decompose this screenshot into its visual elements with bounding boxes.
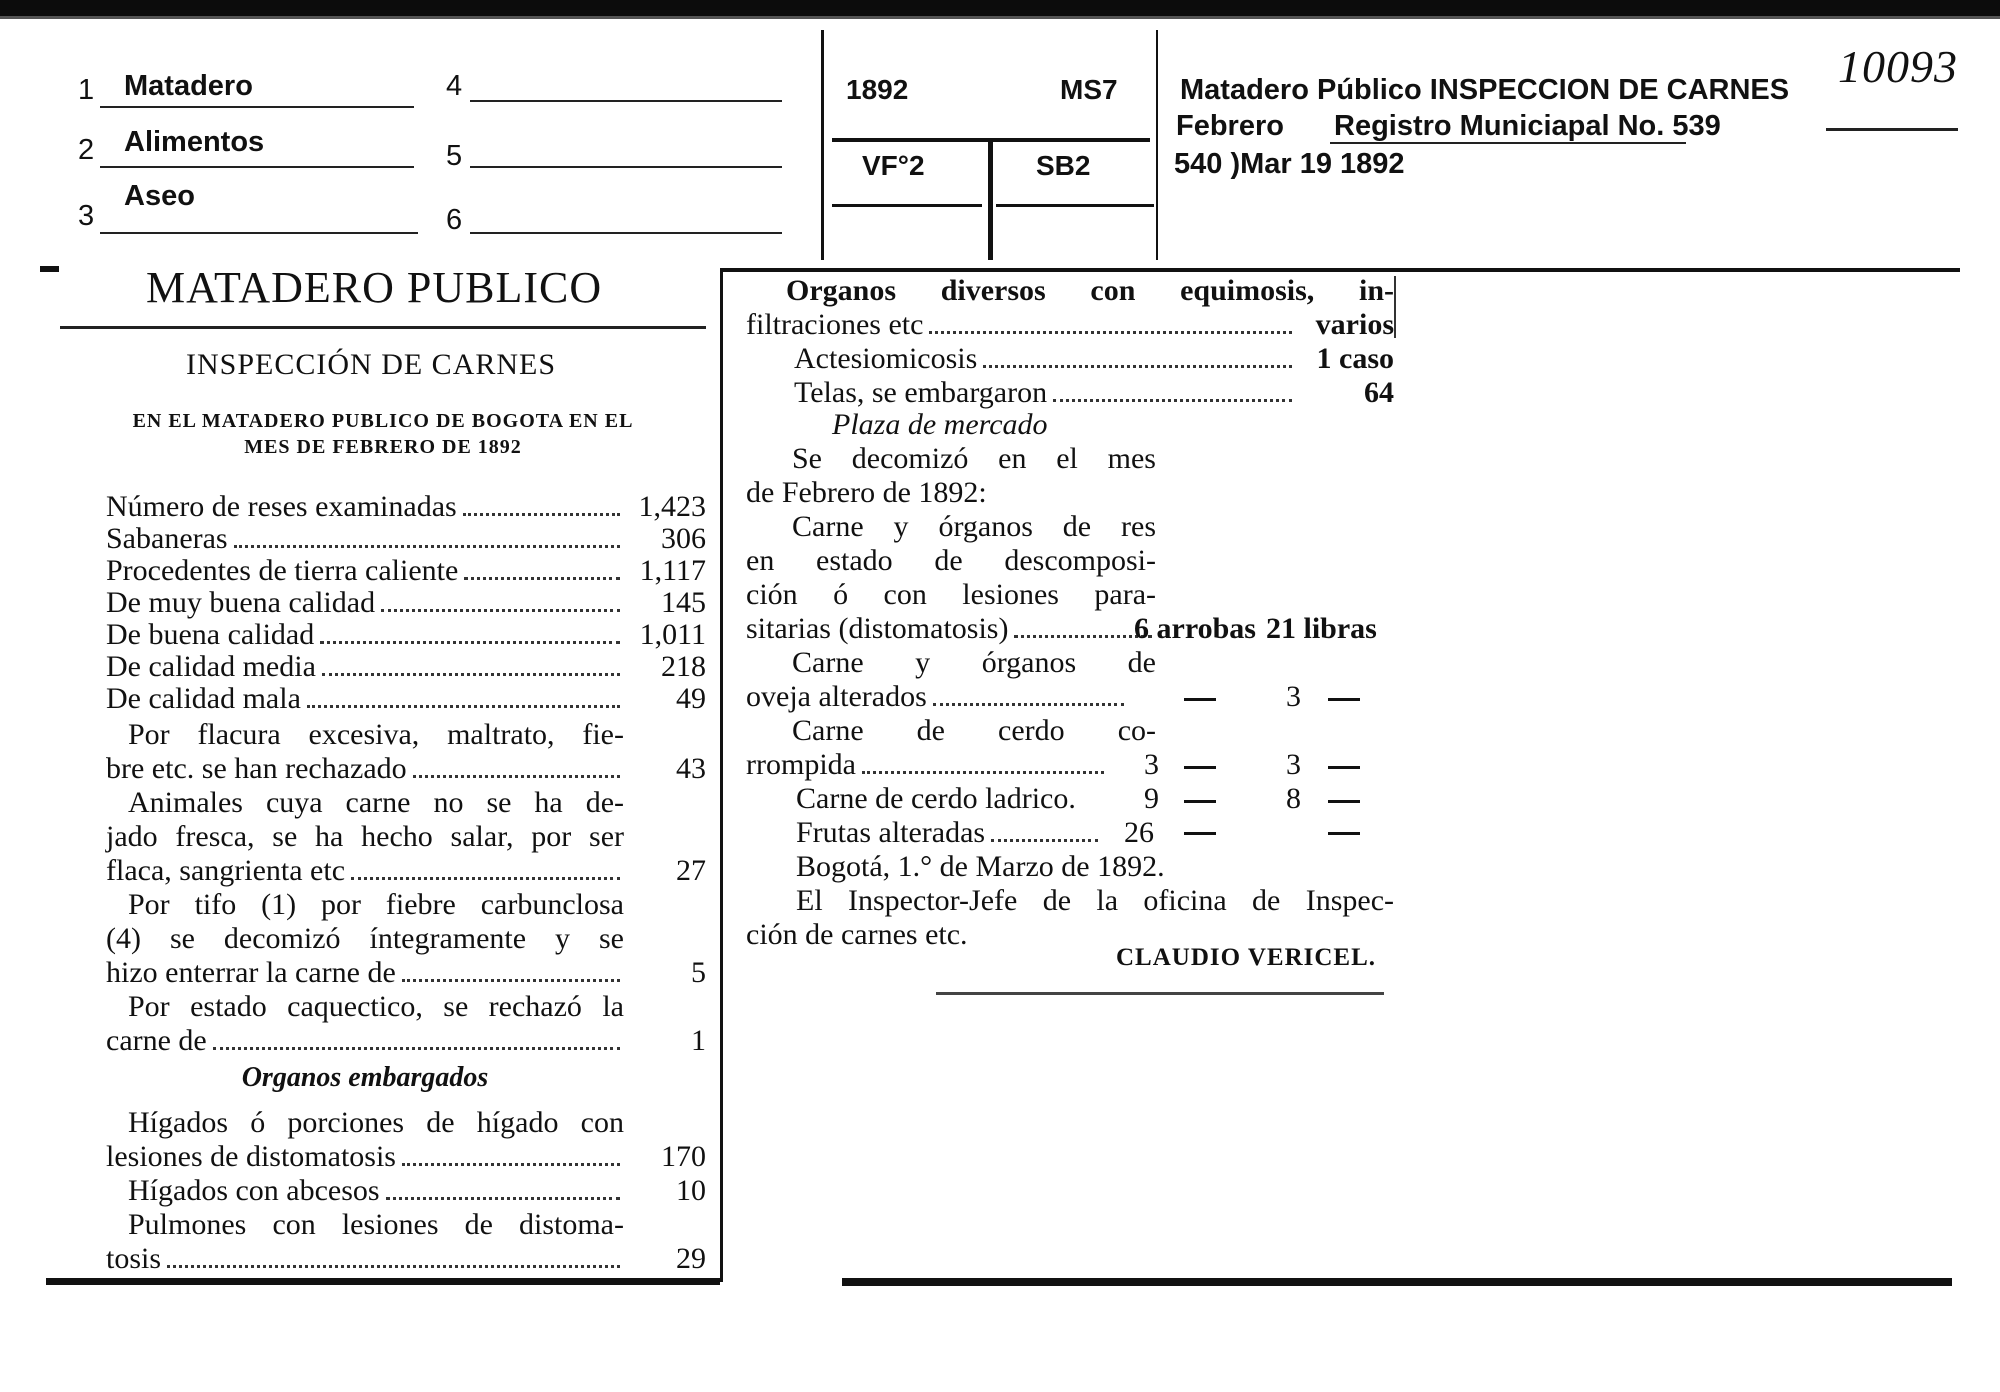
row-label: bre etc. se han rechazado (106, 752, 407, 785)
closing-line1: El Inspector-Jefe de la oficina de Inspec- (796, 884, 1394, 917)
p4-line1: Por estado caquectico, se rechazó la (128, 990, 624, 1023)
row-value: 43 (676, 752, 706, 785)
codes-center-border (988, 142, 993, 260)
row-value: 10 (676, 1174, 706, 1207)
row-label: De calidad media (106, 650, 316, 683)
row-label: Sabaneras (106, 522, 228, 555)
r5-line3: ción ó con lesiones para- (746, 578, 1156, 611)
card-separator (720, 268, 1960, 272)
row-label: carne de (106, 1024, 207, 1057)
p7-line1: Pulmones con lesiones de distoma- (128, 1208, 624, 1241)
r6-libras-dash (1328, 698, 1360, 701)
p3-line1: Por tifo (1) por fiebre carbunclosa (128, 888, 624, 921)
r7-row (746, 748, 1110, 781)
r6-row (746, 680, 1130, 713)
p7-row (106, 1242, 706, 1275)
category-1-label: Matadero (124, 70, 253, 102)
r1-line1: Organos diversos con equimosis, in- (786, 274, 1394, 307)
r1-row (746, 308, 1394, 341)
row-label: filtraciones etc (746, 308, 924, 341)
category-4-number: 4 (446, 70, 463, 102)
category-3-label: Aseo (124, 180, 195, 212)
row-label: sitarias (distomatosis) (746, 612, 1009, 645)
year-code: 1892 (846, 74, 909, 105)
r5-libras: 21 libras (1266, 612, 1377, 645)
row-value: 170 (661, 1140, 706, 1173)
r9-arrobas: 26 (1124, 816, 1154, 849)
plaza-heading: Plaza de mercado (832, 408, 1048, 441)
p3-line2: (4) se decomizó íntegramente y se (106, 922, 624, 955)
ms-code: MS7 (1060, 74, 1118, 105)
r6-arrobas-dash (1184, 698, 1216, 701)
row-value: 306 (661, 522, 706, 555)
row-sabaneras (106, 522, 706, 555)
article-subtitle: INSPECCIÓN DE CARNES (186, 348, 557, 381)
registro-underline (1330, 142, 1686, 144)
row-label: lesiones de distomatosis (106, 1140, 396, 1173)
r7-arrobas: 3 (1144, 748, 1159, 781)
card-title: Matadero Público INSPECCION DE CARNES (1180, 74, 1790, 106)
row-label: Frutas alteradas (796, 816, 986, 849)
category-3-number: 3 (78, 200, 95, 232)
row-label: Telas, se embargaron (794, 376, 1048, 409)
p4-row (106, 1024, 706, 1057)
row-value: 1,423 (638, 490, 706, 523)
p3-row (106, 956, 706, 989)
sb-code: SB2 (1036, 150, 1091, 181)
row-label: Procedentes de tierra caliente (106, 554, 459, 587)
row-value: 27 (676, 854, 706, 887)
bottom-border-right (842, 1278, 1952, 1286)
r9-libras-dash (1328, 832, 1360, 835)
category-4-line (470, 98, 782, 102)
row-value: 1,117 (639, 554, 706, 587)
card-month: Febrero (1176, 110, 1284, 142)
row-label: De buena calidad (106, 618, 315, 651)
row-buena (106, 618, 706, 651)
p2-line1: Animales cuya carne no se ha de- (128, 786, 624, 819)
category-6-number: 6 (446, 204, 463, 236)
intro-line-2: MES DE FEBRERO DE 1892 (244, 436, 522, 458)
category-1-line (100, 104, 414, 108)
column-divider (720, 272, 723, 1282)
p1-row (106, 752, 706, 785)
row-value: 1 caso (1316, 342, 1394, 375)
r8-arrobas: 9 (1144, 782, 1159, 815)
left-column (106, 490, 706, 1290)
codes-lower-line-right (996, 204, 1154, 207)
category-5-line (470, 164, 782, 168)
row-label: Actesiomicosis (794, 342, 978, 375)
row-media (106, 650, 706, 683)
right-column (746, 274, 1394, 994)
row-label: hizo enterrar la carne de (106, 956, 396, 989)
row-reses (106, 490, 706, 523)
r6-libras: 3 (1286, 680, 1301, 713)
r8-libras-dash (1328, 800, 1360, 803)
row-mala (106, 682, 706, 715)
r6-line1: Carne y órganos de (792, 646, 1156, 679)
catalog-number: 10093 (1838, 41, 1958, 92)
row-value: 145 (661, 586, 706, 619)
row-value: 218 (661, 650, 706, 683)
row-label: rrompida (746, 748, 856, 781)
r2-row (794, 342, 1394, 375)
r9-arrobas-dash (1184, 832, 1216, 835)
row-label: tosis (106, 1242, 162, 1275)
row-value: 1,011 (639, 618, 706, 651)
category-6-line (470, 230, 782, 234)
right-column-edge (1394, 276, 1396, 338)
signature: CLAUDIO VERICEL. (1116, 944, 1377, 971)
r4-line1: Se decomizó en el mes (792, 442, 1156, 475)
r5-arrobas: 6 arrobas (1134, 612, 1256, 645)
closing-date: Bogotá, 1.° de Marzo de 1892. (796, 850, 1165, 883)
r7-arrobas-dash (1184, 766, 1216, 769)
row-label: flaca, sangrienta etc (106, 854, 346, 887)
row-label: De muy buena calidad (106, 586, 376, 619)
p5-row (106, 1140, 706, 1173)
signature-rule (936, 992, 1384, 995)
r7-libras: 3 (1286, 748, 1301, 781)
r8-label: Carne de cerdo ladrico. (796, 782, 1076, 815)
organos-heading: Organos embargados (241, 1062, 489, 1093)
title-side-rule (1826, 128, 1958, 131)
category-3-line (100, 230, 418, 234)
codes-left-border (821, 30, 824, 260)
row-label: Número de reses examinadas (106, 490, 457, 523)
closing-line2: ción de carnes etc. (746, 918, 968, 951)
codes-right-border (1156, 30, 1158, 260)
p6-row (128, 1174, 706, 1207)
row-value: varios (1315, 308, 1394, 341)
row-label: oveja alterados (746, 680, 927, 713)
row-value: 29 (676, 1242, 706, 1275)
row-value: 1 (691, 1024, 706, 1057)
category-2-label: Alimentos (124, 126, 265, 158)
row-value: 49 (676, 682, 706, 715)
r7-libras-dash (1328, 766, 1360, 769)
separator-mark (40, 266, 59, 272)
r5-line1: Carne y órganos de res (792, 510, 1156, 543)
vf-code: VF°2 (862, 150, 925, 181)
title-rule (60, 326, 706, 329)
row-muy-buena (106, 586, 706, 619)
intro-line-1: EN EL MATADERO PUBLICO DE BOGOTA EN EL (132, 410, 634, 432)
row-label: Hígados con abcesos (128, 1174, 380, 1207)
r7-line1: Carne de cerdo co- (792, 714, 1156, 747)
r8-arrobas-dash (1184, 800, 1216, 803)
category-1-number: 1 (78, 74, 95, 106)
r4-line2: de Febrero de 1892: (746, 476, 987, 509)
bottom-border-left (46, 1278, 720, 1285)
top-border-shadow (0, 16, 2000, 19)
r8-libras: 8 (1286, 782, 1301, 815)
r9-row (796, 816, 1104, 849)
r3-row (794, 376, 1394, 409)
row-tierra-caliente (106, 554, 706, 587)
p5-line1: Hígados ó porciones de hígado con (128, 1106, 624, 1139)
category-2-number: 2 (78, 134, 95, 166)
p2-line2: jado fresca, se ha hecho salar, por ser (106, 820, 624, 853)
r5-row (746, 612, 1158, 645)
codes-lower-line-left (832, 204, 982, 207)
row-label: De calidad mala (106, 682, 301, 715)
card-registro: Registro Municiapal No. 539 (1334, 110, 1721, 142)
row-value: 64 (1364, 376, 1394, 409)
card-stamp-date: 540 )Mar 19 1892 (1174, 148, 1405, 180)
category-5-number: 5 (446, 140, 463, 172)
r5-line2: en estado de descomposi- (746, 544, 1156, 577)
article-title: MATADERO PUBLICO (146, 263, 603, 312)
p2-row (106, 854, 706, 887)
row-value: 5 (691, 956, 706, 989)
category-2-line (100, 164, 414, 168)
p1-line1: Por flacura excesiva, maltrato, fie- (128, 718, 624, 751)
top-border (0, 0, 2000, 16)
